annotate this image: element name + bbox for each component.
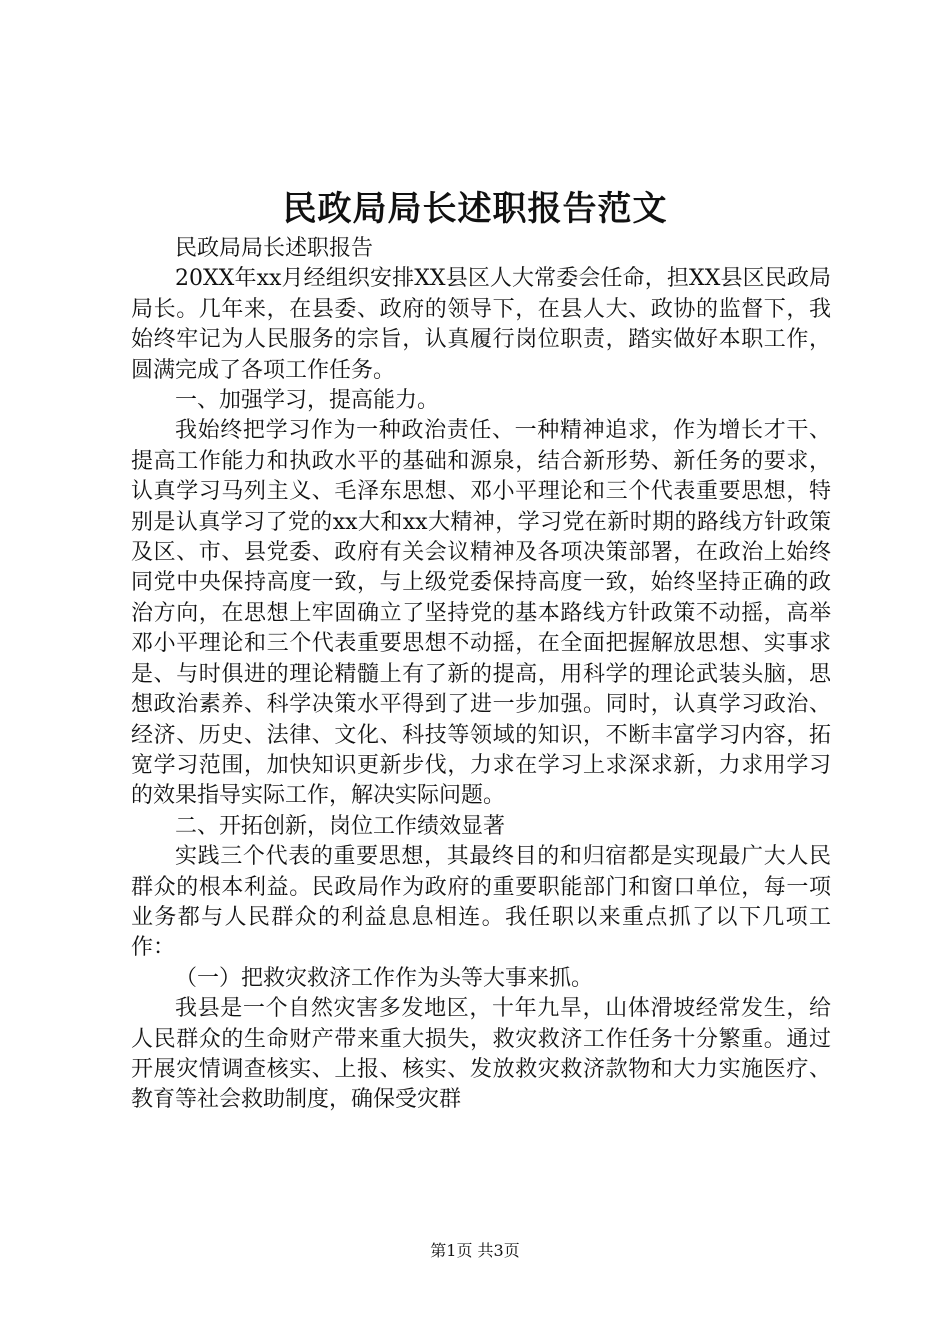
paragraph-disaster-relief: 我县是一个自然灾害多发地区，十年九旱，山体滑坡经常发生，给人民群众的生命财产带来重大损失，救灾救济工作任务十分繁重。通过开展灾情调查核实、上报、核实、发放救灾救济款物和大力实施医疗、教育等社会救助制度，确保受灾群 [131, 996, 831, 1113]
subsection-heading-1: （一）把救灾救济工作作为头等大事来抓。 [175, 965, 594, 991]
paragraph-study: 我始终把学习作为一种政治责任、一种精神追求，作为增长才干、提高工作能力和执政水平的基础和源泉，结合新形势、新任务的要求，认真学习马列主义、毛泽东思想、邓小平理论和三个代表重要思想，特别是认真学习了党的xx大和xx大精神，学习党在新时期的路线方针政策及区、市、县党委、政府有关会议精神及各项决策部署，在政治上始终同党中央保持高度一致，与上级党委保持高度一致，始终坚持正确的政治方向，在思想上牢固确立了坚持党的基本路线方针政策不动摇，高举邓小平理论和三个代表重要思想不动摇，在全面把握解放思想、实事求是、与时俱进的理论精髓上有了新的提高，用科学的理论武装头脑，思想政治素养、科学决策水平得到了进一步加强。同时，认真学习政治、经济、历史、法律、文化、科技等领域的知识，不断丰富学习内容，拓宽学习范围，加快知识更新步伐，力求在学习上求深求新，力求用学习的效果指导实际工作，解决实际问题。 [131, 418, 831, 809]
section-heading-2: 二、开拓创新，岗位工作绩效显著 [175, 813, 506, 839]
page-number-footer: 第1页 共3页 [430, 1241, 520, 1260]
section-heading-1: 一、加强学习，提高能力。 [175, 388, 440, 414]
paragraph-intro: 20XX年xx月经组织安排XX县区人大常委会任命，担XX县区民政局局长。几年来，在县委、政府的领导下，在县人大、政协的监督下，我始终牢记为人民服务的宗旨，认真履行岗位职责，踏实做好本职工作，圆满完成了各项工作任务。 [131, 266, 831, 383]
document-title: 民政局局长述职报告范文 [282, 189, 668, 229]
paragraph-subtitle: 民政局局长述职报告 [175, 236, 374, 261]
paragraph-practice: 实践三个代表的重要思想，其最终目的和归宿都是实现最广大人民群众的根本利益。民政局作为政府的重要职能部门和窗口单位，每一项业务都与人民群众的利益息息相连。我任职以来重点抓了以下几项工作： [131, 844, 831, 961]
document-body [131, 234, 831, 1116]
